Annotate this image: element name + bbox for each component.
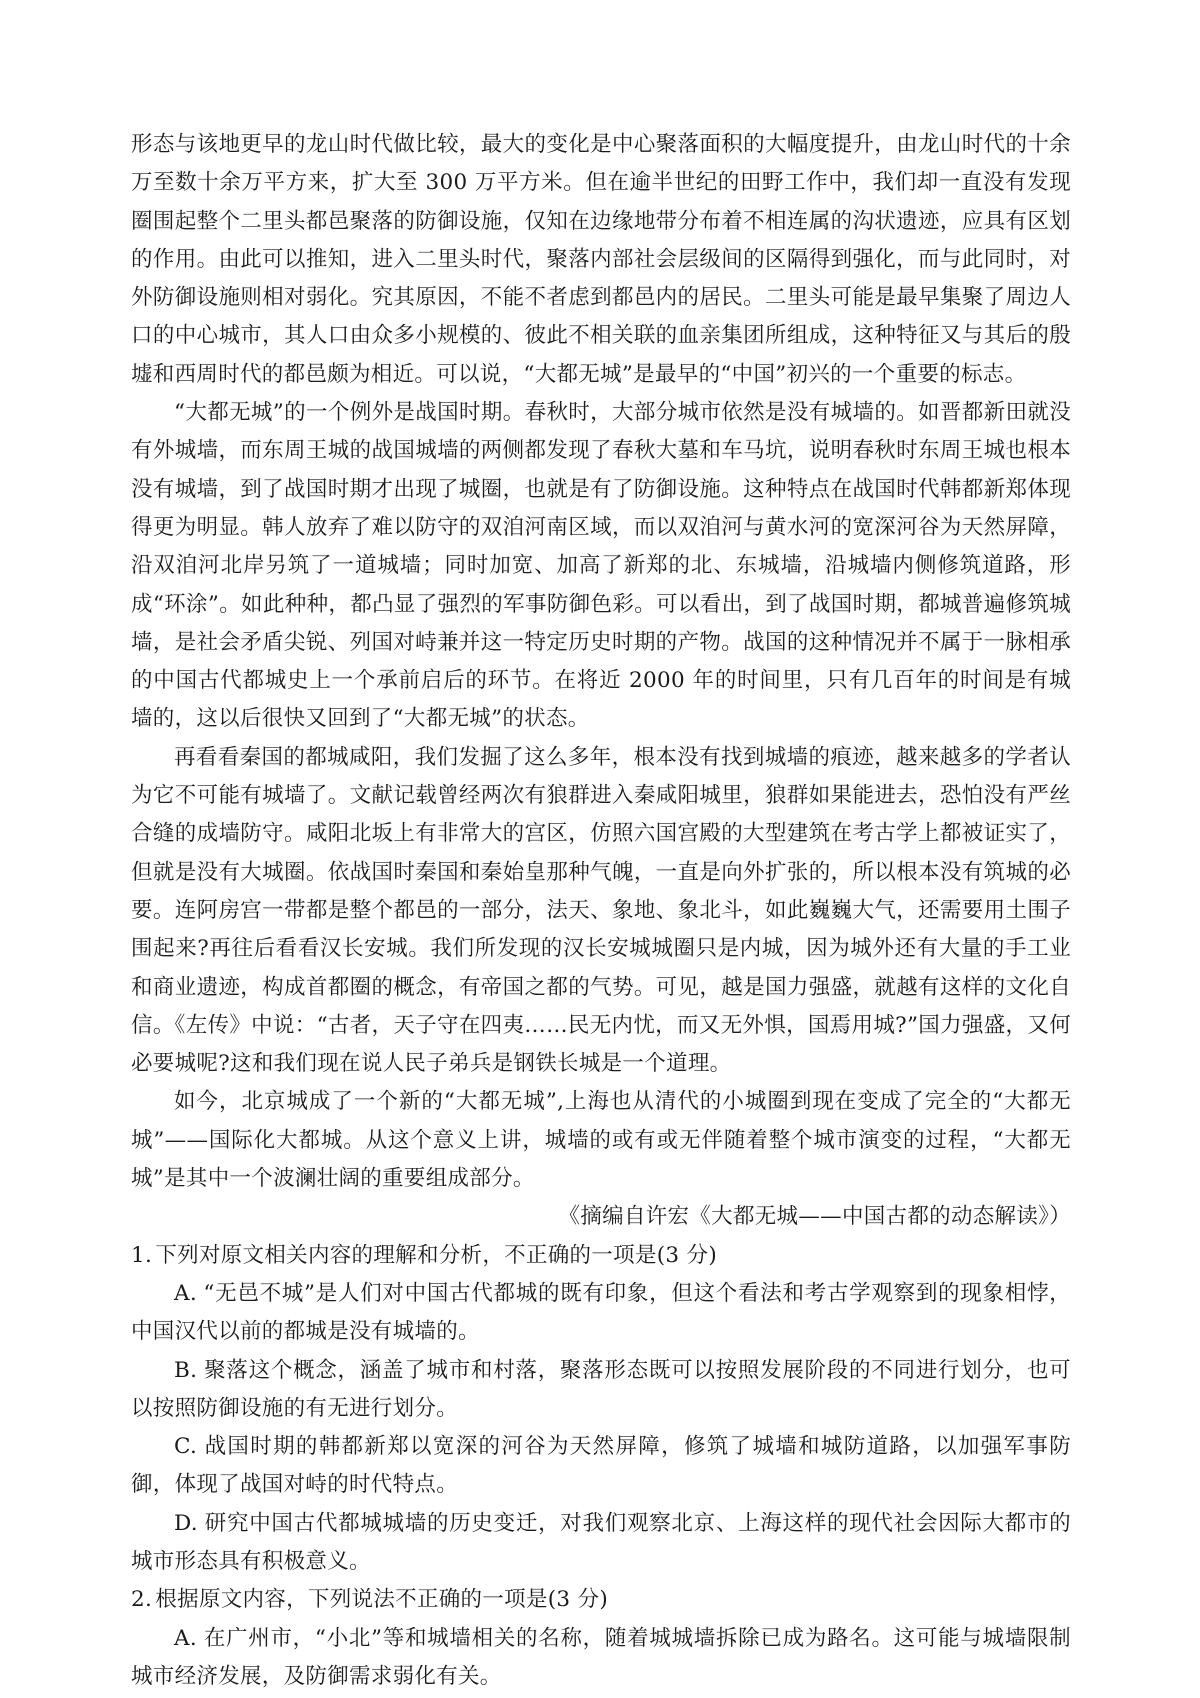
option-a-label: A. [174,1280,197,1306]
question-1-option-d [131,1505,1071,1582]
option-d-text: 研究中国古代都城城墙的历史变迁，对我们观察北京、上海这样的现代社会因际大都市的城市形态具有积极意义。 [131,1510,1071,1574]
question-1-text: 下列对原文相关内容的理解和分析，不正确的一项是(3 分) [155,1242,718,1268]
q2-option-a-text: 在广州市，“小北”等和城墙相关的名称，随着城城墙拆除已成为路名。这可能与城墙限制城市经济发展，及防御需求弱化有关。 [131,1625,1071,1689]
passage-paragraph-1: 形态与该地更早的龙山时代做比较，最大的变化是中心聚落面积的大幅度提升，由龙山时代的十余万至数十余万平方来，扩大至 300 万平方米。但在逾半世纪的田野工作中，我们却一直没有发现圈围起整个二里头都邑聚落的防御设施，仅知在边缘地带分布着不相连属的沟状遗迹，应具有区划的作用。由此可以推知，进入二里头时代，聚落内部社会层级间的区隔得到强化，而与此同时，对外防御设施则相对弱化。究其原因，不能不者虑到都邑内的居民。二里头可能是最早集聚了周边人口的中心城市，其人口由众多小规模的、彼此不相关联的血亲集团所组成，这种特征又与其后的殷墟和西周时代的都邑颇为相近。可以说，“大都无城”是最早的“中国”初兴的一个重要的标志。 [131,132,1071,387]
question-1-option-c [131,1428,1071,1505]
option-b-text: 聚落这个概念，涵盖了城市和村落，聚落形态既可以按照发展阶段的不同进行划分，也可以按照防御设施的有无进行划分。 [131,1357,1071,1421]
reading-passage-section [131,126,1071,1696]
question-2-text: 根据原文内容，下列说法不正确的一项是(3 分) [155,1587,609,1613]
question-1-option-b [131,1352,1071,1429]
question-1-option-a [131,1275,1071,1352]
q2-option-a-label: A. [174,1625,197,1651]
passage-paragraph-3: 再看看秦国的都城咸阳，我们发掘了这么多年，根本没有找到城墙的痕迹，越来越多的学者认为它不可能有城墙了。文献记载曾经两次有狼群进入秦咸阳城里，狼群如果能进去，恐怕没有严丝合缝的成墙防守。咸阳北坂上有非常大的宫区，仿照六国宫殿的大型建筑在考古学上都被证实了，但就是没有大城圈。依战国时秦国和秦始皇那种气魄，一直是向外扩张的，所以根本没有筑城的必要。连阿房宫一带都是整个都邑的一部分，法天、象地、象北斗，如此巍巍大气，还需要用土围子围起来?再往后看看汉长安城。我们所发现的汉长安城城圈只是内城，因为城外还有大量的手工业和商业遗迹，构成首都圈的概念，有帝国之都的气势。可见，越是国力强盛，就越有这样的文化自信。《左传》中说：“古者，天子守在四夷……民无内忧，而又无外惧，国焉用城?”国力强盛，又何必要城呢?这和我们现在说人民子弟兵是钢铁长城是一个道理。 [131,744,1071,1077]
passage-paragraph-2: “大都无城”的一个例外是战国时期。春秋时，大部分城市依然是没有城墙的。如晋都新田就没有外城墙，而东周王城的战国城墙的两侧都发现了春秋大墓和车马坑，说明春秋时东周王城也根本没有城墙，到了战国时期才出现了城圈，也就是有了防御设施。这种特点在战国时代韩都新郑体现得更为明显。韩人放弃了难以防守的双洎河南区域，而以双洎河与黄水河的宽深河谷为天然屏障，沿双洎河北岸另筑了一道城墙；同时加宽、加高了新郑的北、东城墙，沿城墙内侧修筑道路，形成“环涂”。如此种种，都凸显了强烈的军事防御色彩。可以看出，到了战国时期，都城普遍修筑城墙，是社会矛盾尖锐、列国对峙兼并这一特定历史时期的产物。战国的这种情况并不属于一脉相承的中国古代都城史上一个承前启后的环节。在将近 2000 年的时间里，只有几百年的时间是有城墙的，这以后很快又回到了“大都无城”的状态。 [131,400,1071,732]
option-a-text: “无邑不城”是人们对中国古代都城的既有印象，但这个看法和考古学观察到的现象相悖，中国汉代以前的都城是没有城墙的。 [131,1280,1071,1345]
question-2-option-a [131,1620,1071,1697]
option-c-label: C. [174,1434,198,1460]
option-c-text: 战国时期的韩都新郑以宽深的河谷为天然屏障，修筑了城墙和城防道路，以加强军事防御，体现了战国对峙的时代特点。 [131,1434,1071,1498]
option-d-label: D. [174,1510,198,1536]
question-2-number: 2. [131,1587,153,1613]
source-attribution: 《摘编自许宏《大都无城——中国古都的动态解读》） [558,1204,1071,1230]
question-1-number: 1. [131,1242,153,1268]
option-b-label: B. [174,1357,198,1383]
question-1-stem [131,1237,1071,1275]
question-2-stem [131,1581,1071,1619]
passage-paragraph-4: 如今，北京城成了一个新的“大都无城”,上海也从清代的小城圈到现在变成了完全的“大都无城”——国际化大都城。从这个意义上讲，城墙的或有或无伴随着整个城市演变的过程，“大都无城”是其中一个波澜壮阔的重要组成部分。 [131,1089,1071,1192]
